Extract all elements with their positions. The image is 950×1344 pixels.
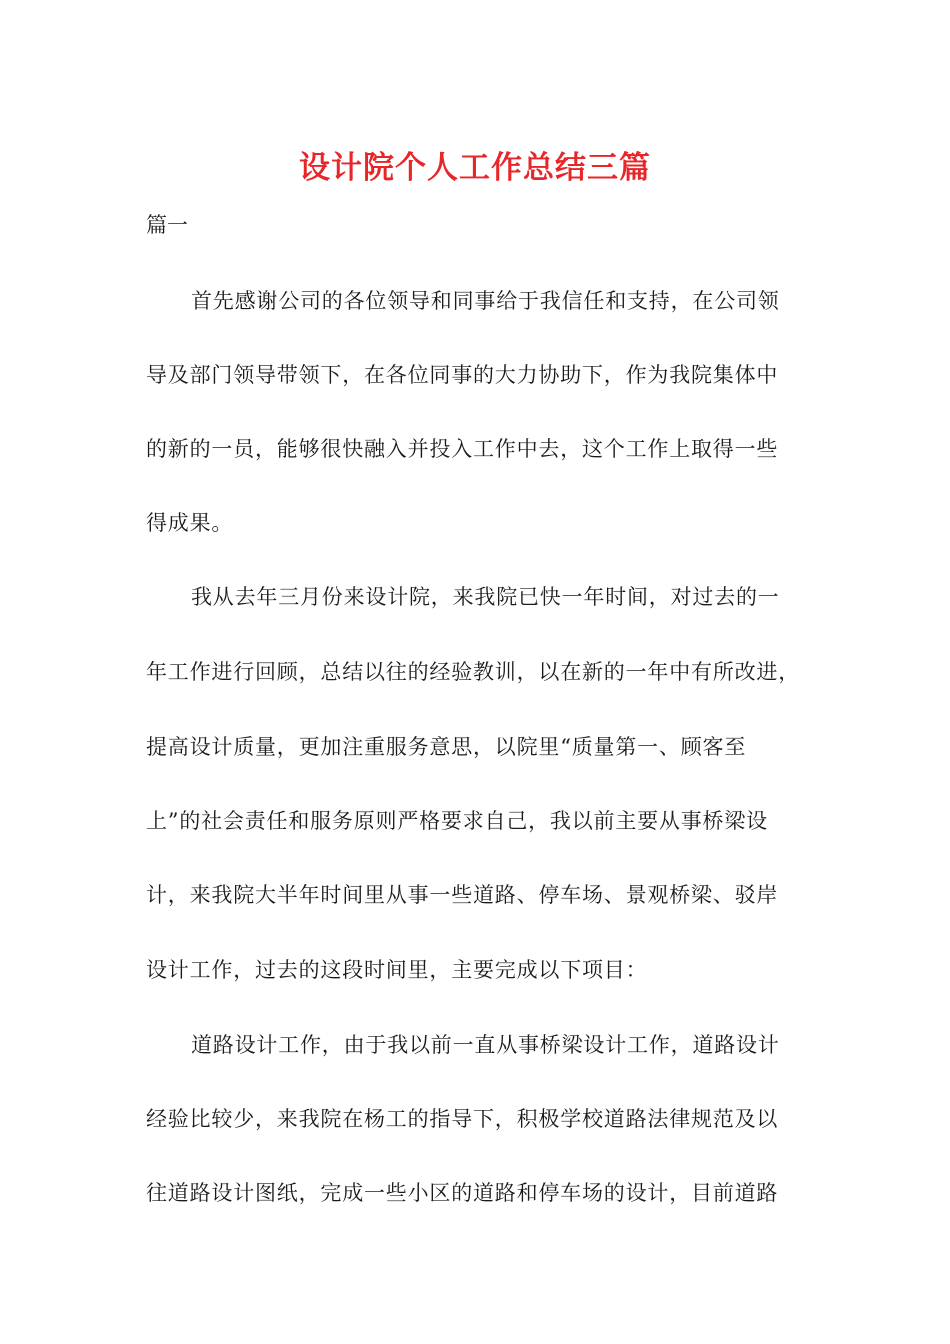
paragraph-line: 得成果。 [146,511,234,535]
paragraph-line: 首先感谢公司的各位领导和同事给于我信任和支持，在公司领 [191,289,780,313]
paragraph-line: 的新的一员，能够很快融入并投入工作中去，这个工作上取得一些 [146,437,779,461]
paragraph-line: 导及部门领导带领下，在各位同事的大力协助下，作为我院集体中 [146,363,779,387]
paragraph-line: 计，来我院大半年时间里从事一些道路、停车场、景观桥梁、驳岸 [146,883,779,907]
section-label: 篇一 [146,213,188,237]
paragraph-line: 经验比较少，来我院在杨工的指导下，积极学校道路法律规范及以 [146,1107,779,1131]
document-title: 设计院个人工作总结三篇 [299,150,651,186]
paragraph-line: 上”的社会责任和服务原则严格要求自己，我以前主要从事桥梁设 [146,809,768,833]
paragraph-line: 设计工作，过去的这段时间里，主要完成以下项目： [146,958,648,982]
paragraph-line: 年工作进行回顾，总结以往的经验教训，以在新的一年中有所改进， [146,660,800,684]
paragraph-line: 提高设计质量，更加注重服务意思，以院里“质量第一、顾客至 [146,735,747,759]
paragraph-line: 道路设计工作，由于我以前一直从事桥梁设计工作，道路设计 [191,1033,780,1057]
paragraph-line: 我从去年三月份来设计院，来我院已快一年时间，对过去的一 [191,585,780,609]
paragraph-line: 往道路设计图纸，完成一些小区的道路和停车场的设计，目前道路 [146,1181,779,1205]
